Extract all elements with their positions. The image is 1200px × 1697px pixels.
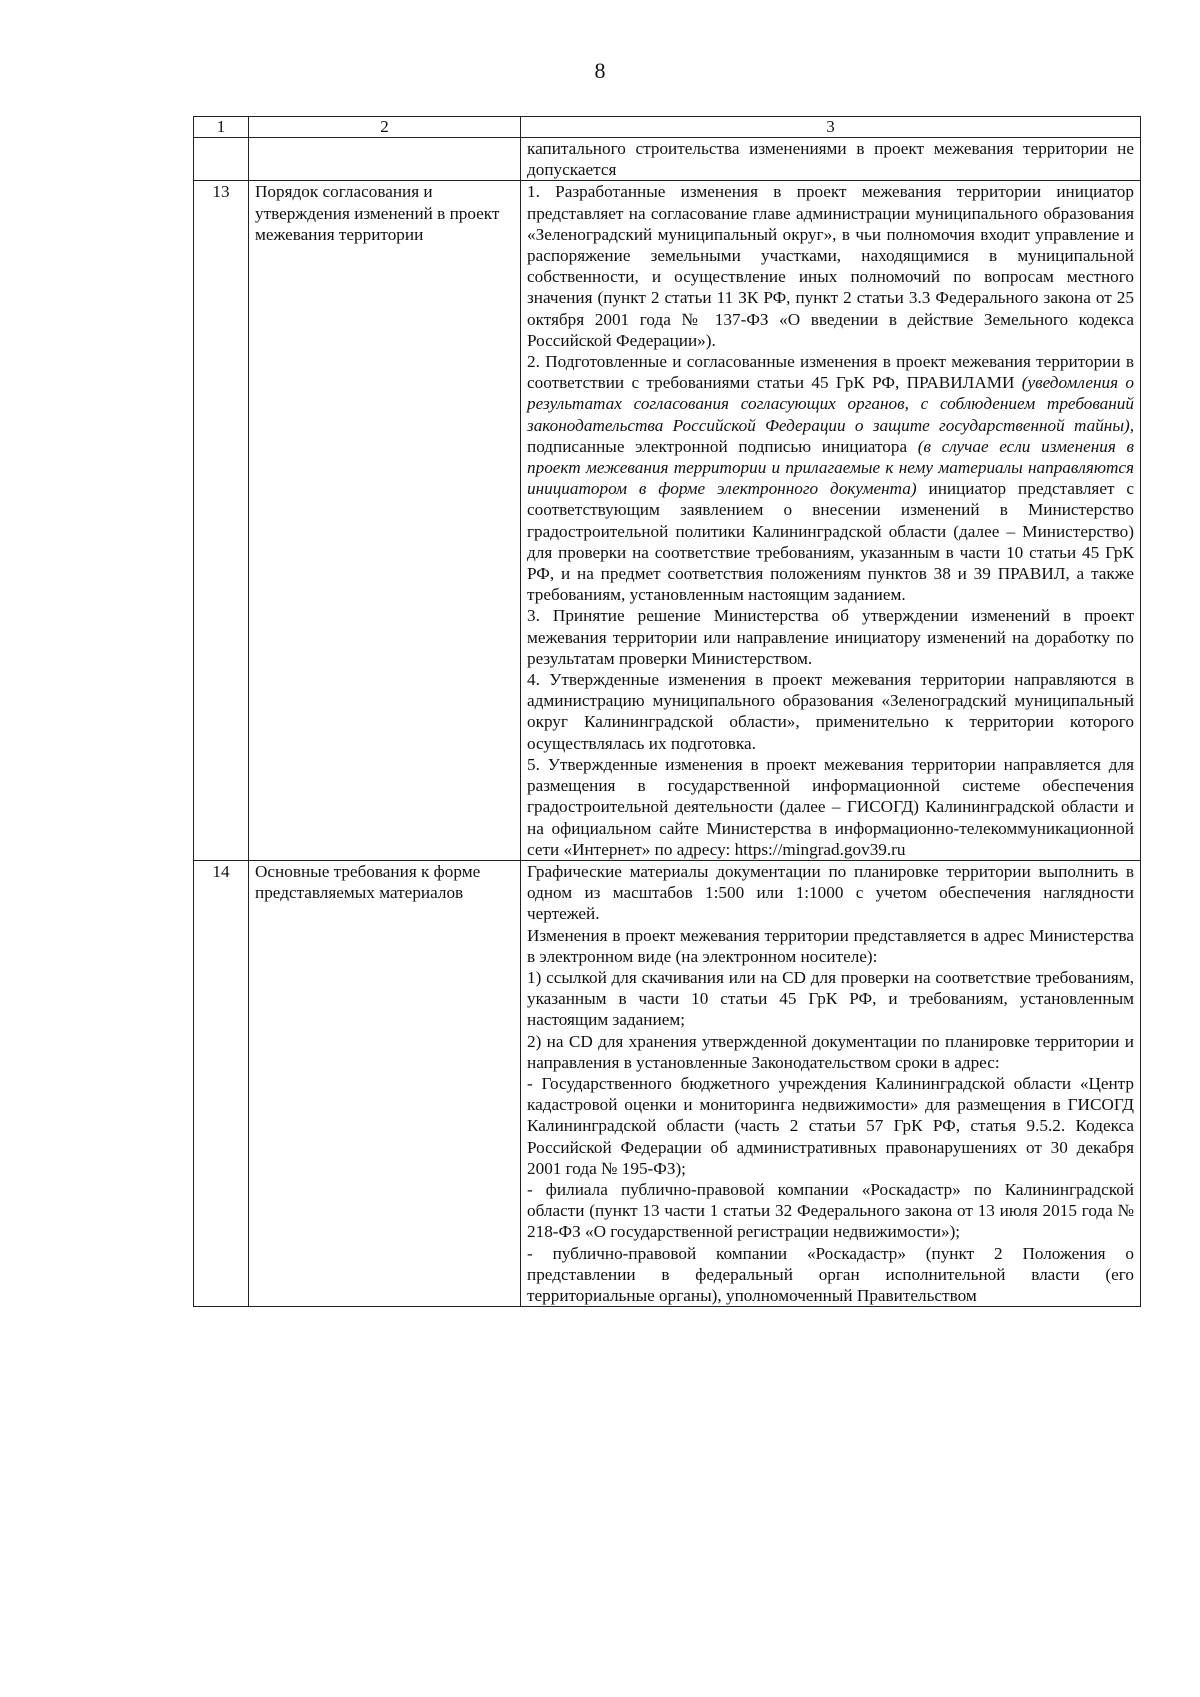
header-col-1: 1 (194, 117, 249, 138)
table-header-row (194, 117, 1141, 138)
paragraph: 4. Утвержденные изменения в проект межевания территории направляются в администрацию муниципального образования «Зеленоградский муниципальный округ Калининградской области», применительно к территории которого осуществлялась их подготовка. (527, 670, 1134, 753)
table-row-13 (194, 181, 1141, 861)
row-content (521, 181, 1141, 861)
row-title: Основные требования к форме представляемых материалов (249, 860, 521, 1306)
requirements-table (193, 116, 1141, 1307)
row-number: 13 (194, 181, 249, 861)
paragraph: 5. Утвержденные изменения в проект межевания территории направляется для размещения в государственной информационной системе обеспечения градостроительной деятельности (далее – ГИСОГД) Калининградской области и на официальном сайте Министерства в информационно-телекоммуникационной сети «Интернет» по адресу: https://mingrad.gov39.ru (527, 754, 1134, 859)
row-content (521, 860, 1141, 1306)
text-run: подписанные электронной подписью инициатора (527, 436, 918, 456)
page-number: 8 (594, 58, 606, 83)
paragraph: 3. Принятие решение Министерства об утверждении изменений в проект межевания территории или направление инициатору изменений на доработку по результатам проверки Министерством. (527, 606, 1134, 668)
table-row (194, 138, 1141, 181)
paragraph: Графические материалы документации по планировке территории выполнить в одном из масштабов 1:500 или 1:1000 с учетом обеспечения наглядности чертежей. (527, 861, 1134, 924)
paragraph: - публично-правовой компании «Роскадастр» (пункт 2 Положения о представлении в федеральный орган исполнительной власти (его территориальные органы), уполномоченный Правительством (527, 1243, 1134, 1305)
continuation-cell: капитального строительства изменениями в проект межевания территории не допускается (521, 138, 1141, 181)
header-col-3: 3 (521, 117, 1141, 138)
paragraph (527, 351, 1134, 605)
paragraph: - Государственного бюджетного учреждения Калининградской области «Центр кадастровой оценки и мониторинга недвижимости» для размещения в ГИСОГД Калининградской области (часть 2 статьи 57 ГрК РФ, статья 9.5.2. Кодекса Российской Федерации об административных правонарушениях от 30 декабря 2001 года № 195-ФЗ); (527, 1073, 1134, 1178)
paragraph: 2) на CD для хранения утвержденной документации по планировке территории и направления в установленные Законодательством сроки в адрес: (527, 1031, 1134, 1072)
header-col-2: 2 (249, 117, 521, 138)
text-run: 2. Подготовленные и согласованные изменения в проект межевания территории в соответствии с требованиями статьи 45 ГрК РФ, ПРАВИЛАМИ (527, 352, 1134, 393)
paragraph: 1) ссылкой для скачивания или на CD для проверки на соответствие требованиям, указанным в части 10 статьи 45 ГрК РФ, и требованиям, установленным настоящим заданием; (527, 967, 1134, 1030)
text-run: инициатор представляет с соответствующим заявлением о внесении изменений в Министерство градостроительной политики Калининградской области (далее – Министерство) для проверки на соответствие требованиям, указанным в части 10 статьи 45 ГрК РФ, и на предмет соответствия положениям пунктов 38 и 39 ПРАВИЛ, а также требованиям, установленным настоящим заданием. (527, 479, 1134, 605)
row-title: Порядок согласования и утверждения изменений в проект межевания территории (249, 181, 521, 861)
paragraph: - филиала публично-правовой компании «Роскадастр» по Калининградской области (пункт 13 части 1 статьи 32 Федерального закона от 13 июля 2015 года № 218-ФЗ «О государственной регистрации недвижимости»); (527, 1179, 1134, 1242)
paragraph: Изменения в проект межевания территории представляется в адрес Министерства в электронном виде (на электронном носителе): (527, 925, 1134, 966)
row-number: 14 (194, 860, 249, 1306)
italic-run: (в случае если изменения в проект межевания территории и прилагаемые к нему материалы направляются инициатором в форме электронного документа) (527, 436, 1134, 499)
italic-run: (уведомления о результатах согласования согласующих органов, с соблюдением требований законодательства Российской Федерации о защите государственной тайны), (527, 373, 1134, 435)
table-row-14 (194, 860, 1141, 1306)
paragraph: 1. Разработанные изменения в проект межевания территории инициатор представляет на согласование главе администрации муниципального образования «Зеленоградский муниципальный округ», в чьи полномочия входит управление и распоряжение земельными участками, находящимися в муниципальной собственности, и осуществление иных полномочий по вопросам местного значения (пункт 2 статьи 11 ЗК РФ, пункт 2 статьи 3.3 Федерального закона от 25 октября 2001 года № 137-ФЗ «О введении в действие Земельного кодекса Российской Федерации»). (527, 182, 1134, 350)
